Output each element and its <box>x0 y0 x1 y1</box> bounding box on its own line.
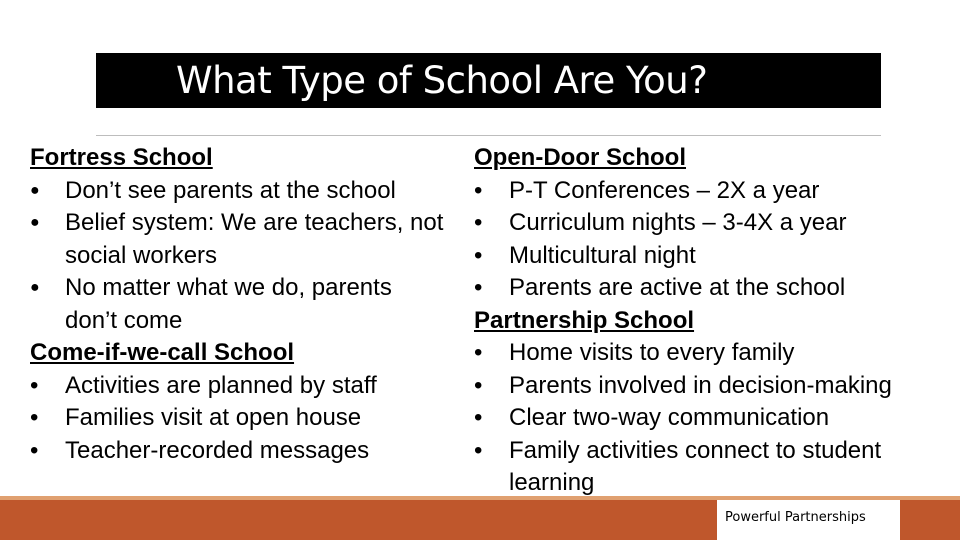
right-column <box>474 142 944 500</box>
partnership-list <box>474 337 944 500</box>
list-item: ● Don’t see parents at the school <box>30 175 450 208</box>
bullet-icon: • <box>474 436 483 464</box>
slide-title: What Type of School Are You? <box>176 59 708 102</box>
bullet-icon: • <box>474 371 483 399</box>
bullet-icon: • <box>474 339 483 366</box>
circle-bullet-icon: ● <box>30 181 40 199</box>
list-item: ● No matter what we do, parents don’t come <box>30 274 392 334</box>
section-heading-come-if-we-call: Come-if-we-call School <box>30 339 295 366</box>
bullet-icon: • <box>474 404 483 431</box>
list-item: • Activities are planned by staff <box>30 370 450 403</box>
bullet-icon: • <box>30 371 39 399</box>
section-heading-fortress: Fortress School <box>30 144 213 171</box>
circle-bullet-icon: ● <box>30 279 40 296</box>
bullet-icon: • <box>30 404 39 431</box>
open-door-list <box>474 175 944 305</box>
bullet-icon: • <box>474 241 483 269</box>
list-item: • Teacher-recorded messages <box>30 435 450 468</box>
footer-text: Powerful Partnerships <box>725 510 866 525</box>
list-item: • P-T Conferences – 2X a year <box>474 175 944 208</box>
list-item: • Multicultural night <box>474 240 944 273</box>
section-heading-open-door: Open-Door School <box>474 144 686 171</box>
come-if-we-call-list <box>30 370 450 468</box>
list-item: • Curriculum nights – 3-4X a year <box>474 207 944 240</box>
list-item: • Parents are active at the school <box>474 272 944 305</box>
bullet-icon: • <box>474 274 483 301</box>
bullet-icon: • <box>474 176 483 204</box>
list-item: • Home visits to every family <box>474 337 944 370</box>
bullet-icon: • <box>30 436 39 464</box>
fortress-list <box>30 175 450 338</box>
section-heading-partnership: Partnership School <box>474 306 695 334</box>
list-item: • Clear two-way communication <box>474 402 944 435</box>
list-item: • Family activities connect to student learning <box>474 436 882 496</box>
circle-bullet-icon: ● <box>30 214 40 231</box>
list-item: • Parents involved in decision-making <box>474 370 944 403</box>
divider-line <box>96 135 881 136</box>
bullet-icon: • <box>474 209 483 236</box>
list-item: • Families visit at open house <box>30 402 450 435</box>
title-bar <box>96 53 881 108</box>
list-item: ● Belief system: We are teachers, not social workers <box>30 209 444 269</box>
left-column <box>30 142 450 467</box>
